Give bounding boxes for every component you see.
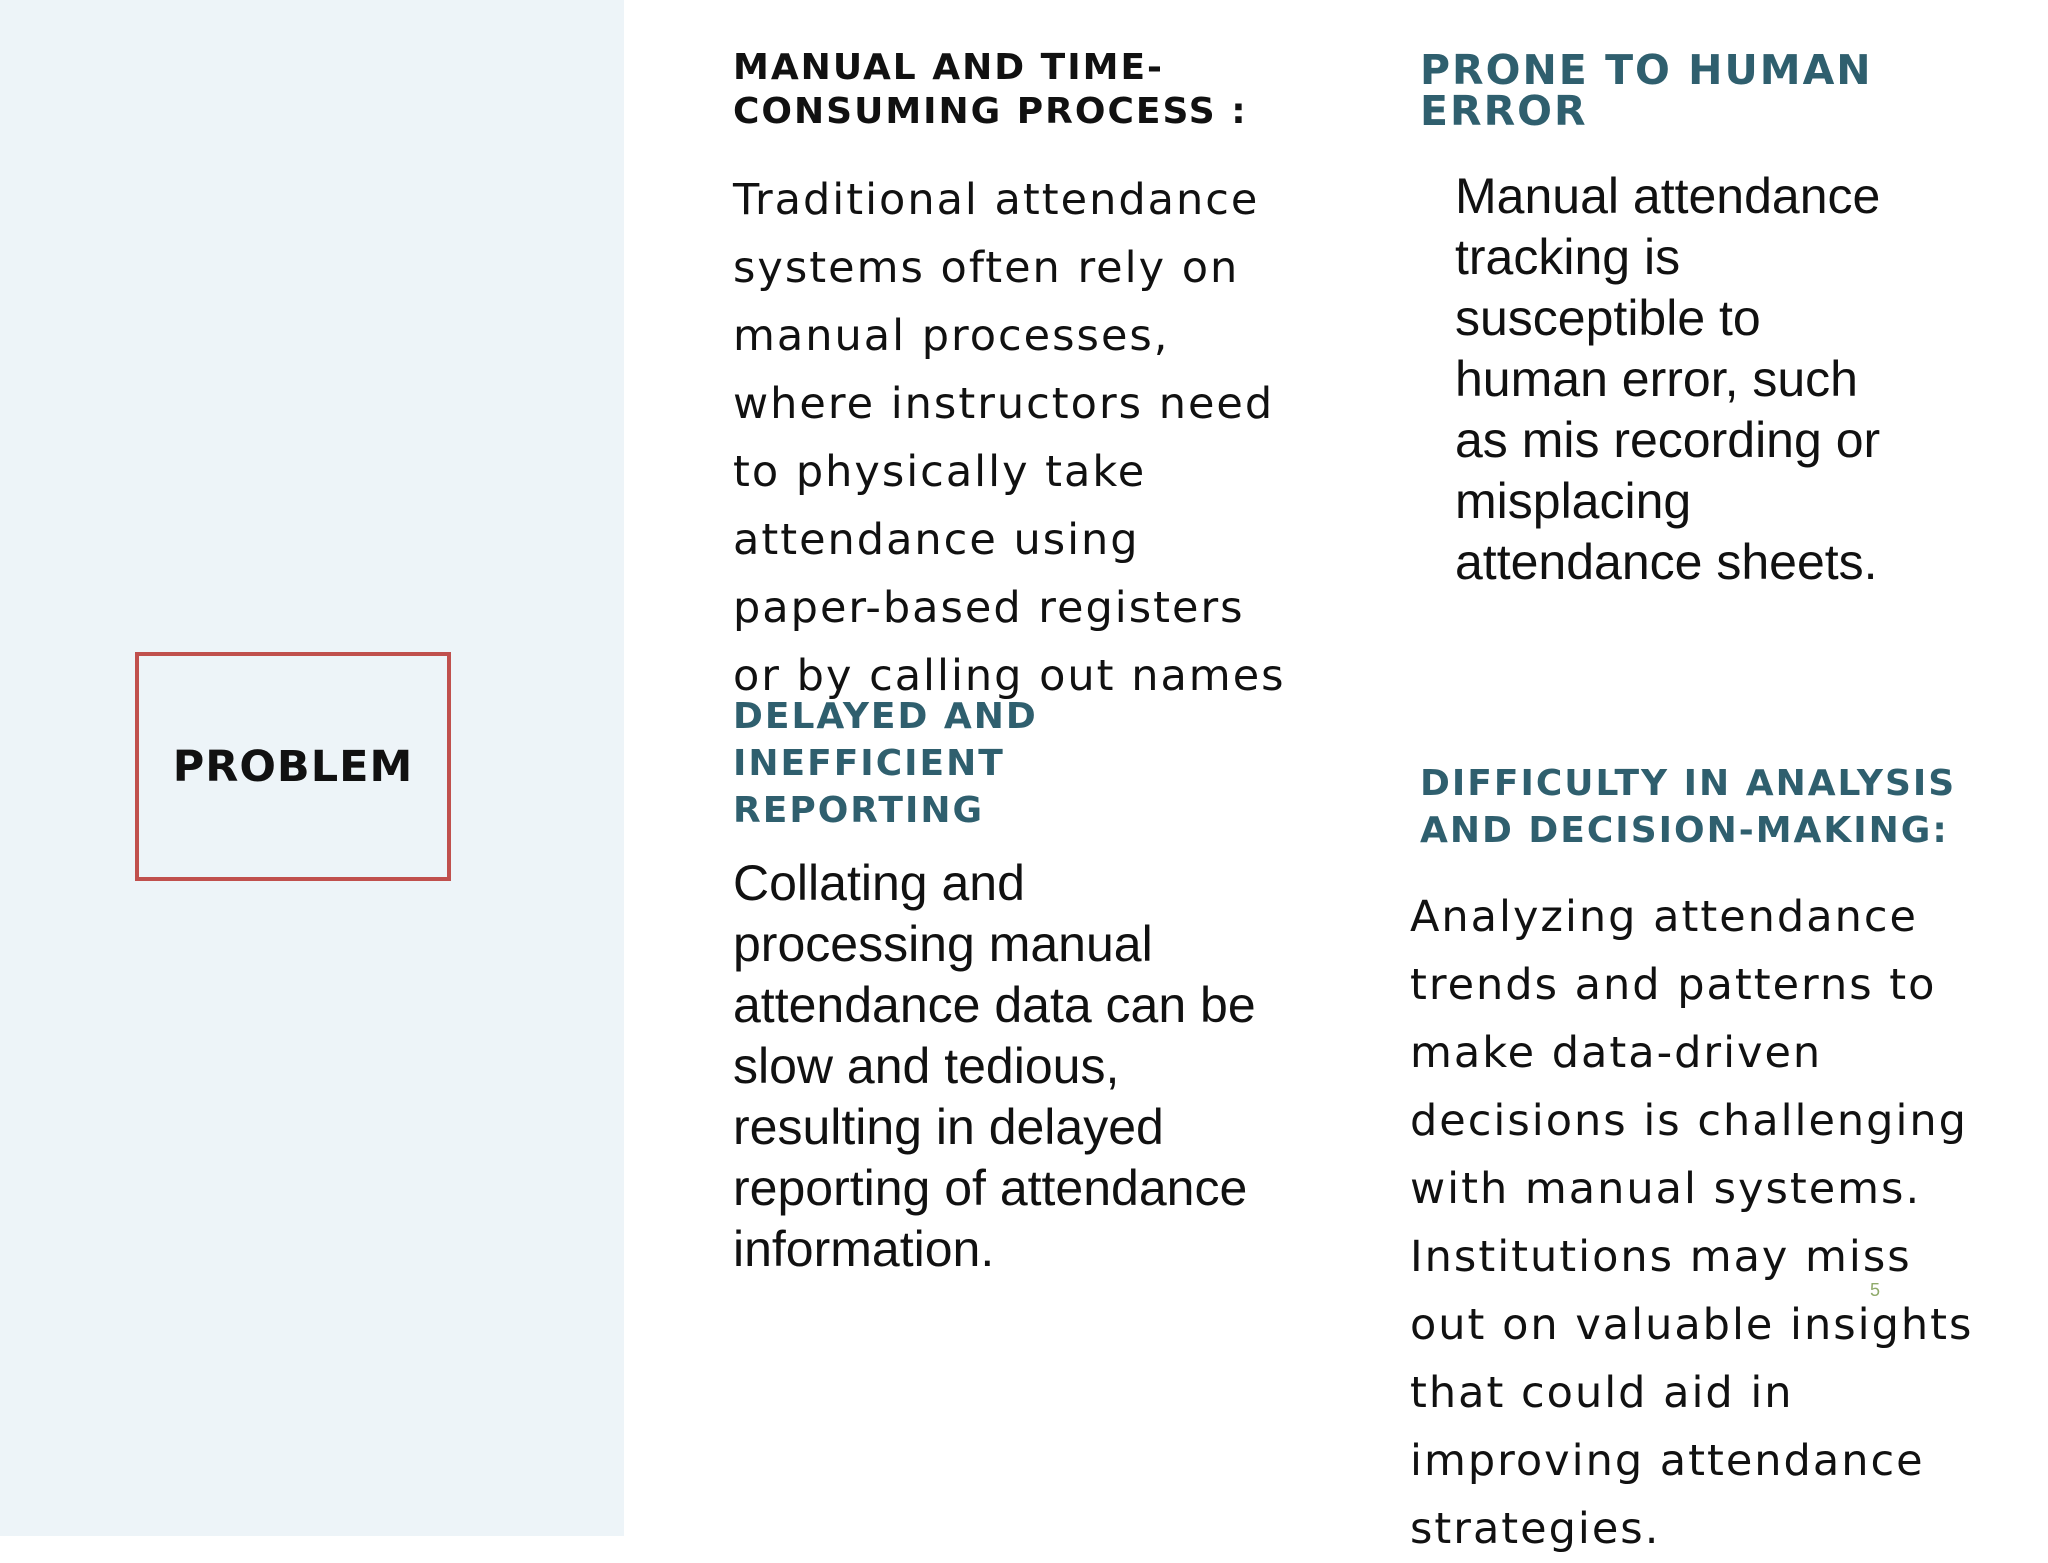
body-line: reporting of attendance xyxy=(733,1160,1248,1216)
heading-line: MANUAL AND TIME- xyxy=(733,47,1164,88)
body-line: human error, such xyxy=(1455,351,1858,407)
analysis-heading xyxy=(1420,760,1956,854)
body-line: slow and tedious, xyxy=(733,1038,1120,1094)
heading-line: INEFFICIENT xyxy=(733,743,1005,784)
heading-line: DIFFICULTY IN ANALYSIS xyxy=(1420,763,1957,804)
body-line: decisions is challenging xyxy=(1410,1096,1968,1146)
body-line: Collating and xyxy=(733,855,1025,911)
body-line: or by calling out names xyxy=(733,651,1286,701)
body-line: trends and patterns to xyxy=(1410,960,1937,1010)
body-line: strategies. xyxy=(1410,1504,1661,1554)
body-line: attendance data can be xyxy=(733,977,1256,1033)
body-line: processing manual xyxy=(733,916,1153,972)
reporting-heading xyxy=(733,693,1038,834)
body-line: systems often rely on xyxy=(733,243,1240,293)
problem-label: PROBLEM xyxy=(172,741,414,792)
body-line: make data-driven xyxy=(1410,1028,1823,1078)
body-line: information. xyxy=(733,1221,995,1277)
page-number: 5 xyxy=(1870,1280,1881,1300)
body-line: Institutions may miss xyxy=(1410,1232,1912,1282)
problem-box xyxy=(135,652,451,881)
analysis-body xyxy=(1410,883,1973,1563)
human-error-body xyxy=(1455,166,1880,593)
heading-line: PRONE TO HUMAN xyxy=(1420,46,1873,94)
body-line: improving attendance xyxy=(1410,1436,1925,1486)
body-line: Analyzing attendance xyxy=(1410,892,1918,942)
manual-process-heading xyxy=(733,46,1248,134)
body-line: paper-based registers xyxy=(733,583,1245,633)
human-error-heading xyxy=(1420,46,1873,135)
body-line: manual processes, xyxy=(733,311,1170,361)
body-line: resulting in delayed xyxy=(733,1099,1164,1155)
body-line: where instructors need xyxy=(733,379,1275,429)
heading-line: REPORTING xyxy=(733,790,985,831)
body-line: attendance sheets. xyxy=(1455,534,1878,590)
heading-line: AND DECISION-MAKING: xyxy=(1420,810,1949,851)
body-line: Traditional attendance xyxy=(733,175,1260,225)
body-line: attendance using xyxy=(733,515,1140,565)
body-line: that could aid in xyxy=(1410,1368,1794,1418)
body-line: with manual systems. xyxy=(1410,1164,1922,1214)
manual-process-body xyxy=(733,166,1286,710)
body-line: susceptible to xyxy=(1455,290,1761,346)
reporting-body xyxy=(733,853,1256,1280)
body-line: misplacing xyxy=(1455,473,1692,529)
body-line: Manual attendance xyxy=(1455,168,1881,224)
body-line: as mis recording or xyxy=(1455,412,1881,468)
body-line: to physically take xyxy=(733,447,1147,497)
heading-line: ERROR xyxy=(1420,87,1588,135)
side-panel xyxy=(0,0,624,1536)
body-line: out on valuable insights xyxy=(1410,1300,1974,1350)
heading-line: DELAYED AND xyxy=(733,696,1038,737)
heading-line: CONSUMING PROCESS : xyxy=(733,91,1248,132)
body-line: tracking is xyxy=(1455,229,1681,285)
